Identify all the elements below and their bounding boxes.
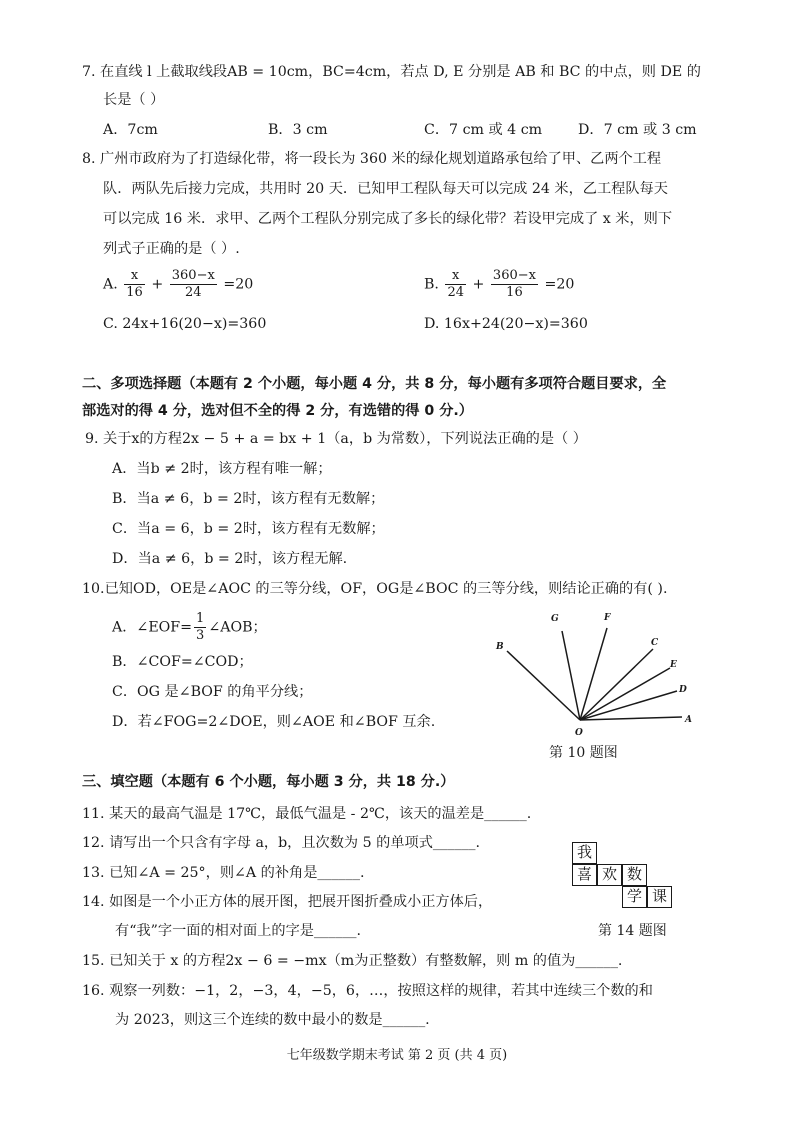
- ray-ob: [507, 651, 580, 720]
- label-e: E: [670, 660, 677, 670]
- label-b: B: [496, 642, 504, 652]
- q8-stem-line3: 可以完成 16 米．求甲、乙两个工程队分别完成了多长的绿化带？若设甲完成了 x 米，则下: [103, 211, 673, 227]
- label-g: G: [551, 614, 559, 624]
- q10-angle-figure: [490, 605, 700, 740]
- q10-stem: 10.已知OD，OE是∠AOC 的三等分线，OF，OG是∠BOC 的三等分线，则结论正确的有( ).: [82, 581, 668, 597]
- q9-option-c: C．当a = 6，b = 2时，该方程有无数解；: [112, 521, 385, 537]
- q7-option-d: D．7 cm 或 3 cm: [578, 122, 697, 138]
- q8-stem-line1: 8. 广州市政府为了打造绿化带，将一段长为 360 米的绿化规划道路承包给了甲、乙两个工程: [82, 151, 662, 167]
- cube-face-ke: 课: [647, 886, 672, 908]
- q10-option-a: [112, 611, 267, 644]
- q8-option-a-label: A.: [103, 276, 118, 293]
- label-o: O: [575, 728, 583, 738]
- q10-option-d: D．若∠FOG=2∠DOE，则∠AOE 和∠BOF 互余.: [112, 714, 436, 730]
- equation-rhs: =20: [223, 276, 254, 293]
- q7-option-b: B．3 cm: [268, 122, 328, 138]
- q7-stem-line2: 长是（ ）: [103, 92, 165, 108]
- q9-option-d: D．当a ≠ 6，b = 2时，该方程无解.: [112, 551, 348, 567]
- q9-stem: 9. 关于x的方程2x − 5 + a = bx + 1（a，b 为常数），下列说法正确的是（ ）: [85, 431, 587, 447]
- page-footer: 七年级数学期末考试 第 2 页 (共 4 页): [286, 1048, 508, 1063]
- one-third-fraction: [194, 611, 206, 644]
- label-a: A: [685, 715, 692, 725]
- fraction-numerator: x: [124, 268, 145, 285]
- q8-option-d: D. 16x+24(20−x)=360: [424, 316, 588, 332]
- q8-option-a-fraction1: [124, 268, 145, 301]
- fraction-denominator: 3: [196, 628, 205, 643]
- q8-option-c: C. 24x+16(20−x)=360: [103, 316, 267, 332]
- q16-stem-line2: 为 2023，则这三个连续的数中最小的数是______.: [115, 1012, 430, 1028]
- q8-option-b-fraction1: [445, 268, 466, 301]
- q10-option-a-prefix: A．∠EOF=: [112, 619, 193, 636]
- fraction-numerator: 1: [196, 611, 205, 626]
- q15-stem: 15. 已知关于 x 的方程2x − 6 = −mx（m为正整数）有整数解，则 m 的值为______.: [82, 953, 623, 969]
- q9-option-b: B．当a ≠ 6，b = 2时，该方程有无数解；: [112, 491, 385, 507]
- q14-stem-line2: 有“我”字一面的相对面上的字是______.: [115, 923, 362, 939]
- fraction-denominator: 24: [447, 285, 464, 300]
- q8-option-b-fraction2: [491, 268, 538, 301]
- cube-face-wo: 我: [572, 842, 597, 864]
- q14-stem-line1: 14. 如图是一个小正方体的展开图，把展开图折叠成小正方体后，: [82, 894, 493, 910]
- cube-face-shu: 数: [622, 864, 647, 886]
- cube-face-huan: 欢: [597, 864, 622, 886]
- q8-stem-line2: 队．两队先后接力完成，共用时 20 天．已知甲工程队每天可以完成 24 米，乙工程队每天: [103, 181, 668, 197]
- q13-stem: 13. 已知∠A = 25°，则∠A 的补角是______.: [82, 865, 365, 881]
- q7-option-a: A．7cm: [103, 122, 158, 138]
- q8-option-b: [424, 268, 574, 301]
- q11-stem: 11. 某天的最高气温是 17℃，最低气温是 - 2℃，该天的温差是______.: [82, 806, 532, 822]
- q10-option-c: C．OG 是∠BOF 的角平分线；: [112, 684, 313, 700]
- q8-option-a-fraction2: [170, 268, 217, 301]
- cube-face-xi: 喜: [572, 864, 597, 886]
- plus-sign: +: [151, 276, 164, 293]
- q9-option-a: A．当b ≠ 2时，该方程有唯一解；: [112, 461, 332, 477]
- section2-header-line2: 部选对的得 4 分，选对但不全的得 2 分，有选错的得 0 分.）: [82, 403, 473, 419]
- cube-face-xue: 学: [622, 886, 647, 908]
- q10-figure-caption: 第 10 题图: [549, 745, 618, 761]
- q12-stem: 12. 请写出一个只含有字母 a，b，且次数为 5 的单项式______.: [82, 835, 480, 851]
- label-d: D: [679, 685, 687, 695]
- ray-oa: [580, 717, 682, 720]
- label-f: F: [604, 613, 611, 623]
- label-c: C: [651, 638, 659, 648]
- plus-sign: +: [472, 276, 485, 293]
- fraction-numerator: 360−x: [171, 268, 215, 283]
- fraction-denominator: 16: [506, 285, 523, 300]
- section2-header-line1: 二、多项选择题（本题有 2 个小题，每小题 4 分，共 8 分，每小题有多项符合题目要求，全: [82, 376, 667, 392]
- q8-option-a: [103, 268, 253, 301]
- q10-option-b: B．∠COF=∠COD；: [112, 654, 253, 670]
- q8-stem-line4: 列式子正确的是（ ）.: [103, 241, 240, 257]
- fraction-denominator: 16: [126, 285, 143, 300]
- q8-option-b-label: B.: [424, 276, 439, 293]
- section3-header: 三、填空题（本题有 6 个小题，每小题 3 分，共 18 分.）: [82, 774, 455, 790]
- equation-rhs: =20: [544, 276, 575, 293]
- ray-og: [562, 631, 580, 720]
- q7-stem-line1: 7. 在直线 l 上截取线段AB = 10cm，BC=4cm，若点 D, E 分别是 AB 和 BC 的中点，则 DE 的: [82, 64, 701, 80]
- q7-option-c: C．7 cm 或 4 cm: [424, 122, 543, 138]
- q14-figure-caption: 第 14 题图: [598, 923, 667, 939]
- fraction-denominator: 24: [185, 285, 202, 300]
- q16-stem-line1: 16. 观察一列数：−1，2，−3，4，−5，6，…，按照这样的规律，若其中连续三个数的和: [82, 983, 653, 999]
- fraction-numerator: x: [445, 268, 466, 285]
- fraction-numerator: 360−x: [492, 268, 536, 283]
- q10-option-a-suffix: ∠AOB；: [208, 619, 267, 636]
